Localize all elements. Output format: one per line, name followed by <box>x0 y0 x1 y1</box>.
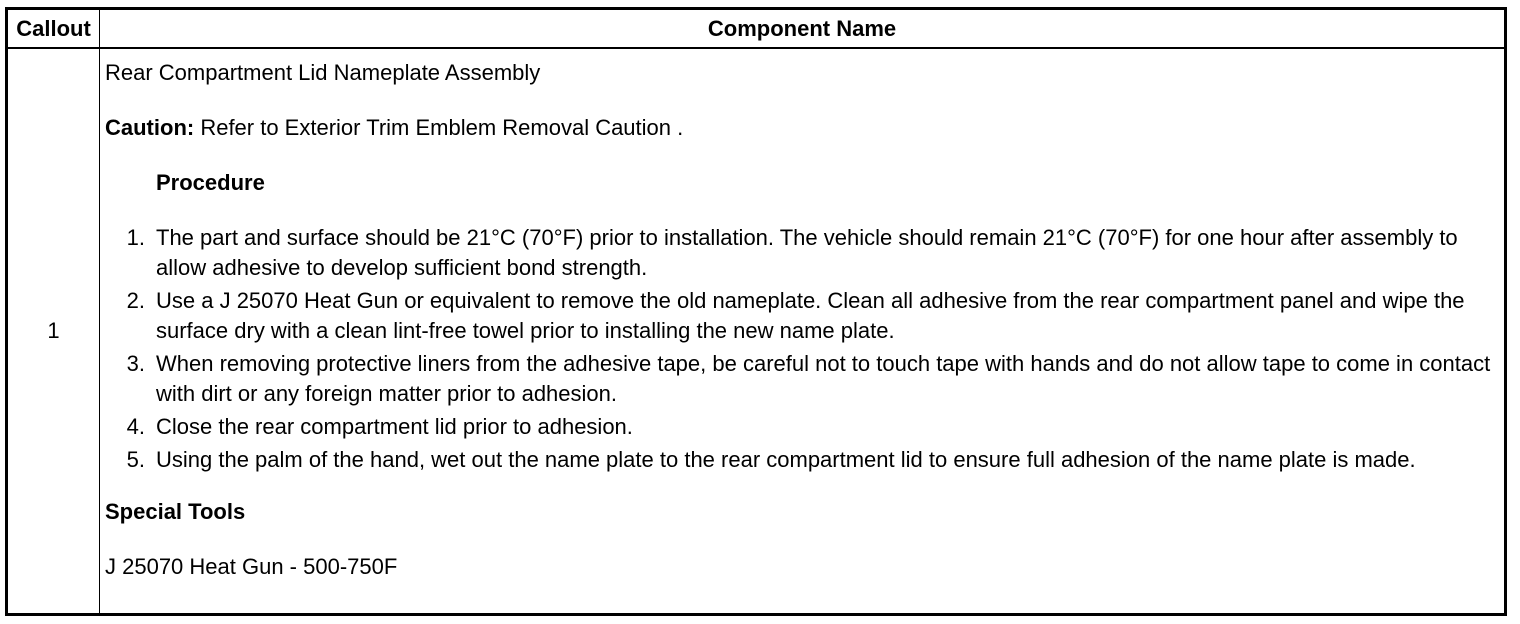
caution-note <box>105 113 1498 143</box>
caution-text: Refer to Exterior Trim Emblem Removal Caution . <box>194 115 684 140</box>
step-number: 1. <box>126 225 145 250</box>
component-table <box>5 7 1507 616</box>
procedure-step <box>105 349 1498 409</box>
procedure-steps <box>105 223 1498 475</box>
procedure-step <box>105 223 1498 283</box>
step-text: When removing protective liners from the adhesive tape, be careful not to touch tape with hands and do not allow tape to come in contact with dirt or any foreign matter prior to adhesion. <box>156 351 1491 406</box>
steps-list <box>105 223 1498 475</box>
special-tools-item: J 25070 Heat Gun - 500-750F <box>105 554 398 579</box>
step-text: Close the rear compartment lid prior to adhesion. <box>156 414 633 439</box>
step-number: 3. <box>126 351 145 376</box>
procedure-step <box>105 445 1498 475</box>
component-content <box>100 48 1506 615</box>
callout-number: 1 <box>7 48 100 615</box>
special-tools-heading: Special Tools <box>105 499 246 524</box>
procedure-heading: Procedure <box>156 170 265 195</box>
table-header-row <box>7 9 1506 49</box>
procedure-step <box>105 286 1498 346</box>
header-callout: Callout <box>7 9 100 49</box>
caution-label: Caution: <box>105 115 195 140</box>
step-text: Use a J 25070 Heat Gun or equivalent to remove the old nameplate. Clean all adhesive from the rear compartment panel and wipe the surface dry with a clean lint-free towel prior to installing the new name plate. <box>156 288 1465 343</box>
step-text: Using the palm of the hand, wet out the name plate to the rear compartment lid to ensure full adhesion of the name plate is made. <box>156 447 1416 472</box>
component-title: Rear Compartment Lid Nameplate Assembly <box>105 60 541 85</box>
table-row <box>7 48 1506 615</box>
step-text: The part and surface should be 21°C (70°F) prior to installation. The vehicle should remain 21°C (70°F) for one hour after assembly to allow adhesive to develop sufficient bond strength. <box>156 225 1458 280</box>
step-number: 2. <box>126 288 145 313</box>
procedure-step <box>105 412 1498 442</box>
step-number: 4. <box>126 414 145 439</box>
step-number: 5. <box>126 447 145 472</box>
header-component-name: Component Name <box>100 9 1506 49</box>
